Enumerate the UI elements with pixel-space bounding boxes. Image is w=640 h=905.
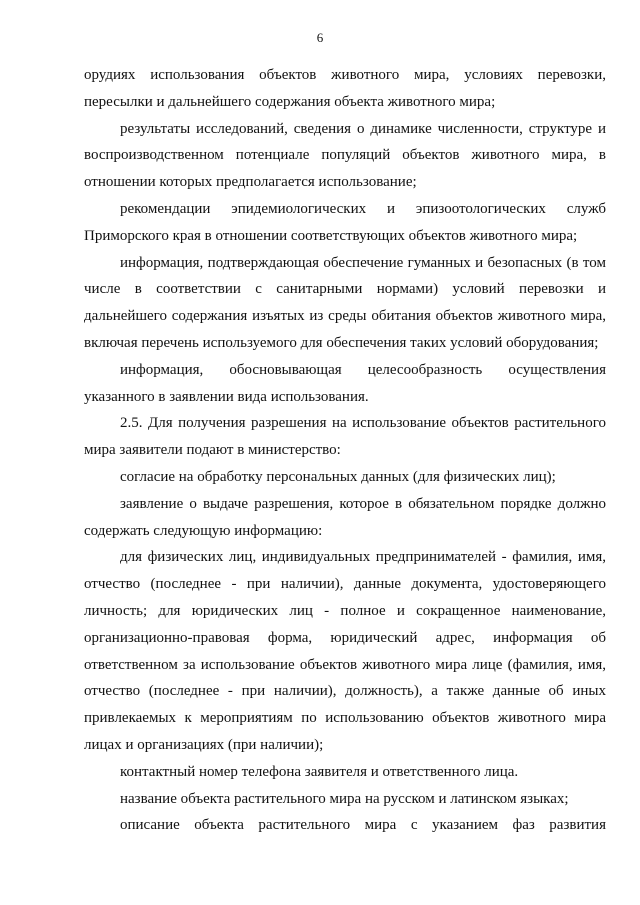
- document-body: [84, 62, 606, 839]
- page-number: 6: [316, 30, 324, 45]
- paragraph-justification: информация, обосновывающая целесообразность осуществления указанного в заявлении вида использования.: [84, 361, 606, 405]
- paragraph-research-results: результаты исследований, сведения о динамике численности, структуре и воспроизводственном потенциале популяций объектов животного мира, в отношении которых предполагается использование;: [84, 120, 606, 191]
- paragraph-section-2-5: 2.5. Для получения разрешения на использование объектов растительного мира заявители подают в министерство:: [84, 415, 606, 459]
- paragraph-contact-phone: контактный номер телефона заявителя и ответственного лица.: [120, 763, 519, 780]
- paragraph-humane-conditions: информация, подтверждающая обеспечение гуманных и безопасных (в том числе в соответствии с санитарными нормами) условий перевозки и дальнейшего содержания изъятых из среды обитания объектов животного мира, включая перечень используемого для обеспечения таких условий оборудования;: [84, 254, 606, 351]
- paragraph-recommendations: рекомендации эпидемиологических и эпизоотологических служб Приморского края в отношении соответствующих объектов животного мира;: [84, 200, 606, 244]
- paragraph-consent: согласие на обработку персональных данных (для физических лиц);: [120, 468, 556, 485]
- paragraph-animal-tools: орудиях использования объектов животного мира, условиях перевозки, пересылки и дальнейшего содержания объекта животного мира;: [84, 67, 606, 110]
- paragraph-plant-name: название объекта растительного мира на русском и латинском языках;: [120, 790, 569, 807]
- paragraph-applicant-details: для физических лиц, индивидуальных предпринимателей - фамилия, имя, отчество (последнее - при наличии), данные документа, удостоверяющего личность; для юридических лиц - полное и сокращенное наименование, организационно-правовая форма, юридический адрес, информация об ответственном за использование объектов животного мира лице (фамилия, имя, отчество (последнее - при наличии), должность), а также данные об иных привлекаемых к мероприятиям по использованию объектов животного мира лицах и организациях (при наличии);: [84, 549, 606, 753]
- paragraph-application: заявление о выдаче разрешения, которое в обязательном порядке должно содержать следующую информацию:: [84, 495, 606, 539]
- paragraph-plant-description: описание объекта растительного мира с указанием фаз развития: [120, 817, 606, 834]
